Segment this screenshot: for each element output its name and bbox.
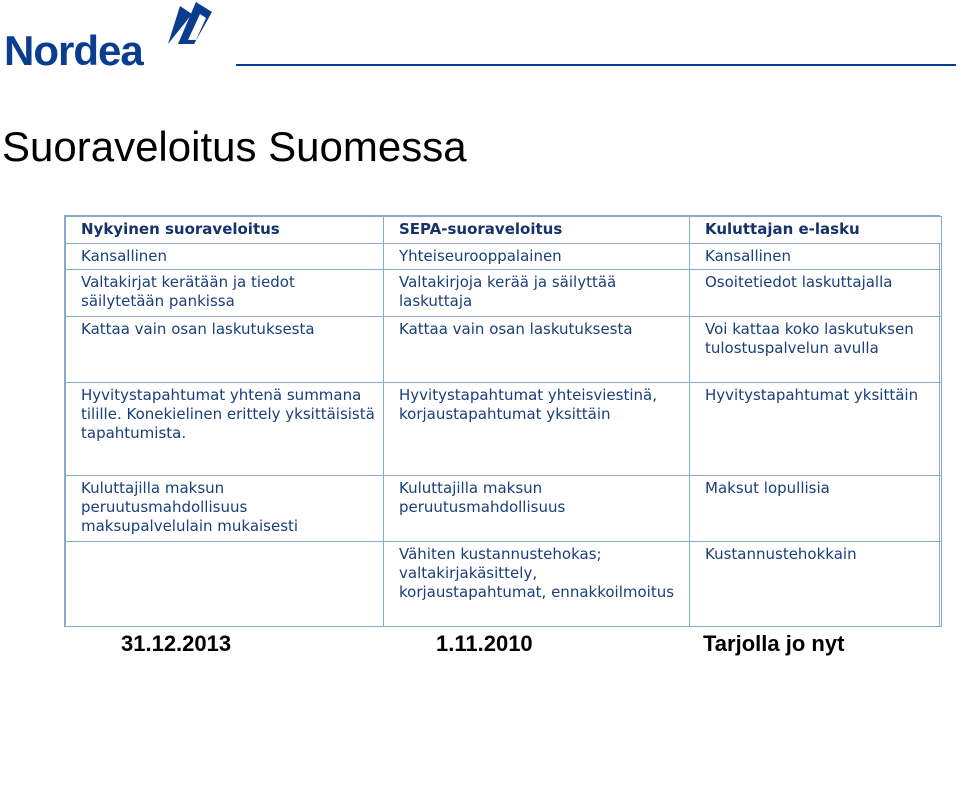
table-row: [66, 270, 942, 317]
table-cell: Hyvitystapahtumat yhtenä summana tilille. Konekielinen erittely yksittäisistä tapahtumista.: [66, 383, 384, 476]
table-cell: Kustannustehokkain: [690, 542, 942, 627]
footer-date-elasku: Tarjolla jo nyt: [703, 631, 845, 656]
column-header: SEPA-suoraveloitus: [384, 217, 690, 244]
table-cell: Vähiten kustannustehokas; valtakirjakäsittely, korjaustapahtumat, ennakkoilmoitus: [384, 542, 690, 627]
table-cell: Valtakirjat kerätään ja tiedot säilytetään pankissa: [66, 270, 384, 317]
table-cell: Kuluttajilla maksun peruutusmahdollisuus maksupalvelulain mukaisesti: [66, 476, 384, 542]
table-cell: Hyvitystapahtumat yksittäin: [690, 383, 942, 476]
table-header-row: [66, 217, 942, 244]
footer-date-current: 31.12.2013: [121, 631, 232, 656]
sail-logo-icon: [166, 0, 214, 46]
table-cell: Valtakirjoja kerää ja säilyttää laskuttaja: [384, 270, 690, 317]
table-cell: Hyvitystapahtumat yhteisviestinä, korjaustapahtumat yksittäin: [384, 383, 690, 476]
table-row: [66, 317, 942, 383]
table-row: [66, 383, 942, 476]
table-cell: Kuluttajilla maksun peruutusmahdollisuus: [384, 476, 690, 542]
comparison-table: [64, 215, 940, 627]
table-row: [66, 244, 942, 270]
logo-text: Nordea: [4, 27, 143, 74]
table-cell: Voi kattaa koko laskutuksen tulostuspalvelun avulla: [690, 317, 942, 383]
comparison-table-grid: [65, 216, 942, 627]
table-cell: [66, 542, 384, 627]
table-cell: Kansallinen: [690, 244, 942, 270]
page-title: Suoraveloitus Suomessa: [2, 123, 467, 170]
table-cell: Osoitetiedot laskuttajalla: [690, 270, 942, 317]
table-cell: Maksut lopullisia: [690, 476, 942, 542]
nordea-logo: [4, 22, 143, 72]
table-cell: Kansallinen: [66, 244, 384, 270]
table-row: [66, 476, 942, 542]
column-header: Kuluttajan e-lasku: [690, 217, 942, 244]
footer-date-sepa: 1.11.2010: [436, 631, 533, 656]
header-divider: [236, 64, 956, 66]
table-cell: Yhteiseurooppalainen: [384, 244, 690, 270]
table-cell: Kattaa vain osan laskutuksesta: [384, 317, 690, 383]
table-row: [66, 542, 942, 627]
column-header: Nykyinen suoraveloitus: [66, 217, 384, 244]
table-cell: Kattaa vain osan laskutuksesta: [66, 317, 384, 383]
